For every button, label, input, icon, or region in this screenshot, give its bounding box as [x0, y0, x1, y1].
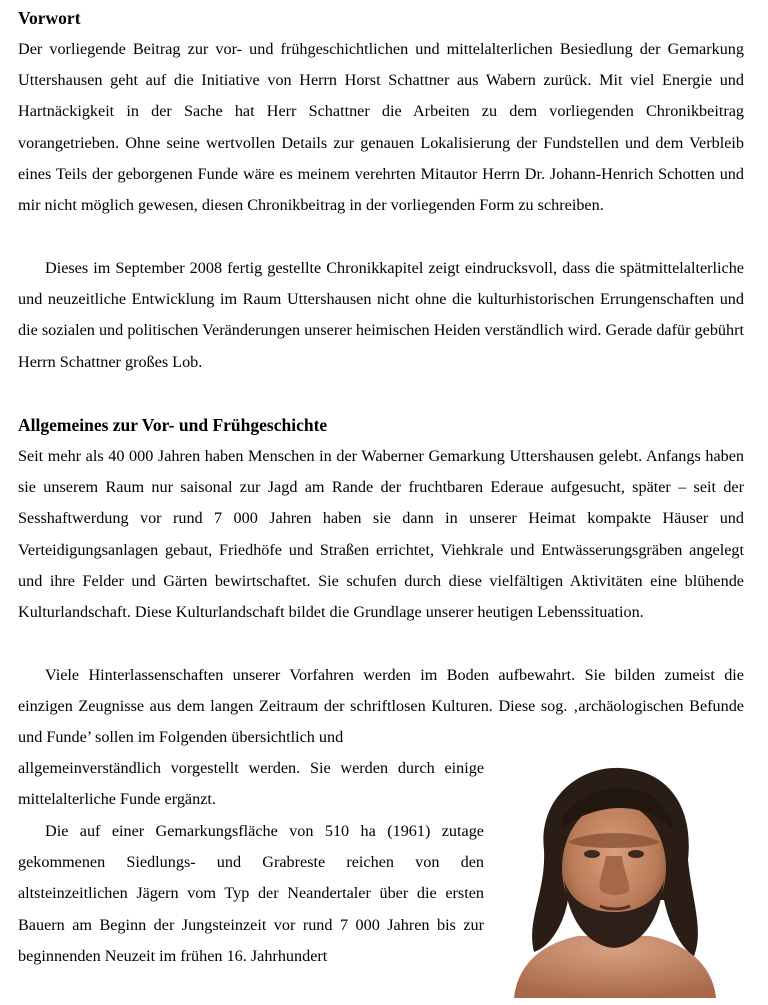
paragraph-allgemeines-2-continued: allgemeinverständlich vorgestellt werden. Sie werden durch einige mittelalterliche Funde ergänzt.	[18, 759, 484, 809]
paragraph-allgemeines-1: Seit mehr als 40 000 Jahren haben Menschen in der Waberner Gemarkung Uttershausen gelebt. Anfangs haben sie unserem Raum nur saisonal zur Jagd am Rande der fruchtbaren Ederaue aufgesucht, später – seit der Sesshaftwerdung vor rund 7 000 Jahren haben sie dann in unserer Heimat kompakte Häuser und Verteidigungsanlagen gebaut, Friedhöfe und Straßen errichtet, Viehkrale und Entwässerungsgräben angelegt und ihre Felder und Gärten bewirtschaftet. Sie schufen durch diese vielfältigen Aktivitäten eine blühende Kulturlandschaft. Diese Kulturlandschaft bildet die Grundlage unserer heutigen Lebenssituation.	[18, 447, 744, 622]
heading-vorwort: Vorwort	[18, 8, 81, 28]
paragraph-vorwort-1: Der vorliegende Beitrag zur vor- und frühgeschichtlichen und mittelalterlichen Besiedlung der Gemarkung Uttershausen geht auf die Initiative von Herrn Horst Schattner aus Wabern zurück. Mit viel Energie und Hartnäckigkeit in der Sache hat Herr Schattner die Arbeiten zu dem vorliegenden Chronikbeitrag vorangetrieben. Ohne seine wertvollen Details zur genauen Lokalisierung der Fundstellen und dem Verbleib eines Teils der geborgenen Funde wäre es meinem verehrten Mitautor Herrn Dr. Johann-Henrich Schotten und mir nicht möglich gewesen, diesen Chronikbeitrag in der vorliegenden Form zu schreiben.	[18, 40, 744, 215]
paragraph-allgemeines-3: Die auf einer Gemarkungsfläche von 510 ha (1961) zutage gekommenen Siedlungs- und Grabreste reichen von den altsteinzeitlichen Jägern vom Typ der Neandertaler über die ersten Bauern am Beginn der Jungsteinzeit vor rund 7 000 Jahren bis zur beginnenden Neuzeit im frühen 16. Jahrhundert	[18, 822, 484, 965]
heading-allgemeines: Allgemeines zur Vor- und Frühgeschichte	[18, 415, 328, 435]
paragraph-allgemeines-2: Viele Hinterlassenschaften unserer Vorfahren werden im Boden aufbewahrt. Sie bilden zumeist die einzigen Zeugnisse aus dem langen Zeitraum der schriftlosen Kulturen. Diese sog. ‚archäologischen Befunde und Funde’ sollen im Folgenden übersichtlich und	[18, 666, 744, 747]
neanderthal-portrait-image	[508, 760, 720, 998]
paragraph-vorwort-2: Dieses im September 2008 fertig gestellte Chronikkapitel zeigt eindrucksvoll, dass die spätmittelalterliche und neuzeitliche Entwicklung im Raum Uttershausen nicht ohne die kulturhistorischen Errungenschaften und die sozialen und politischen Veränderungen unserer heimischen Heiden verständlich wird. Gerade dafür gebührt Herrn Schattner großes Lob.	[18, 259, 744, 371]
